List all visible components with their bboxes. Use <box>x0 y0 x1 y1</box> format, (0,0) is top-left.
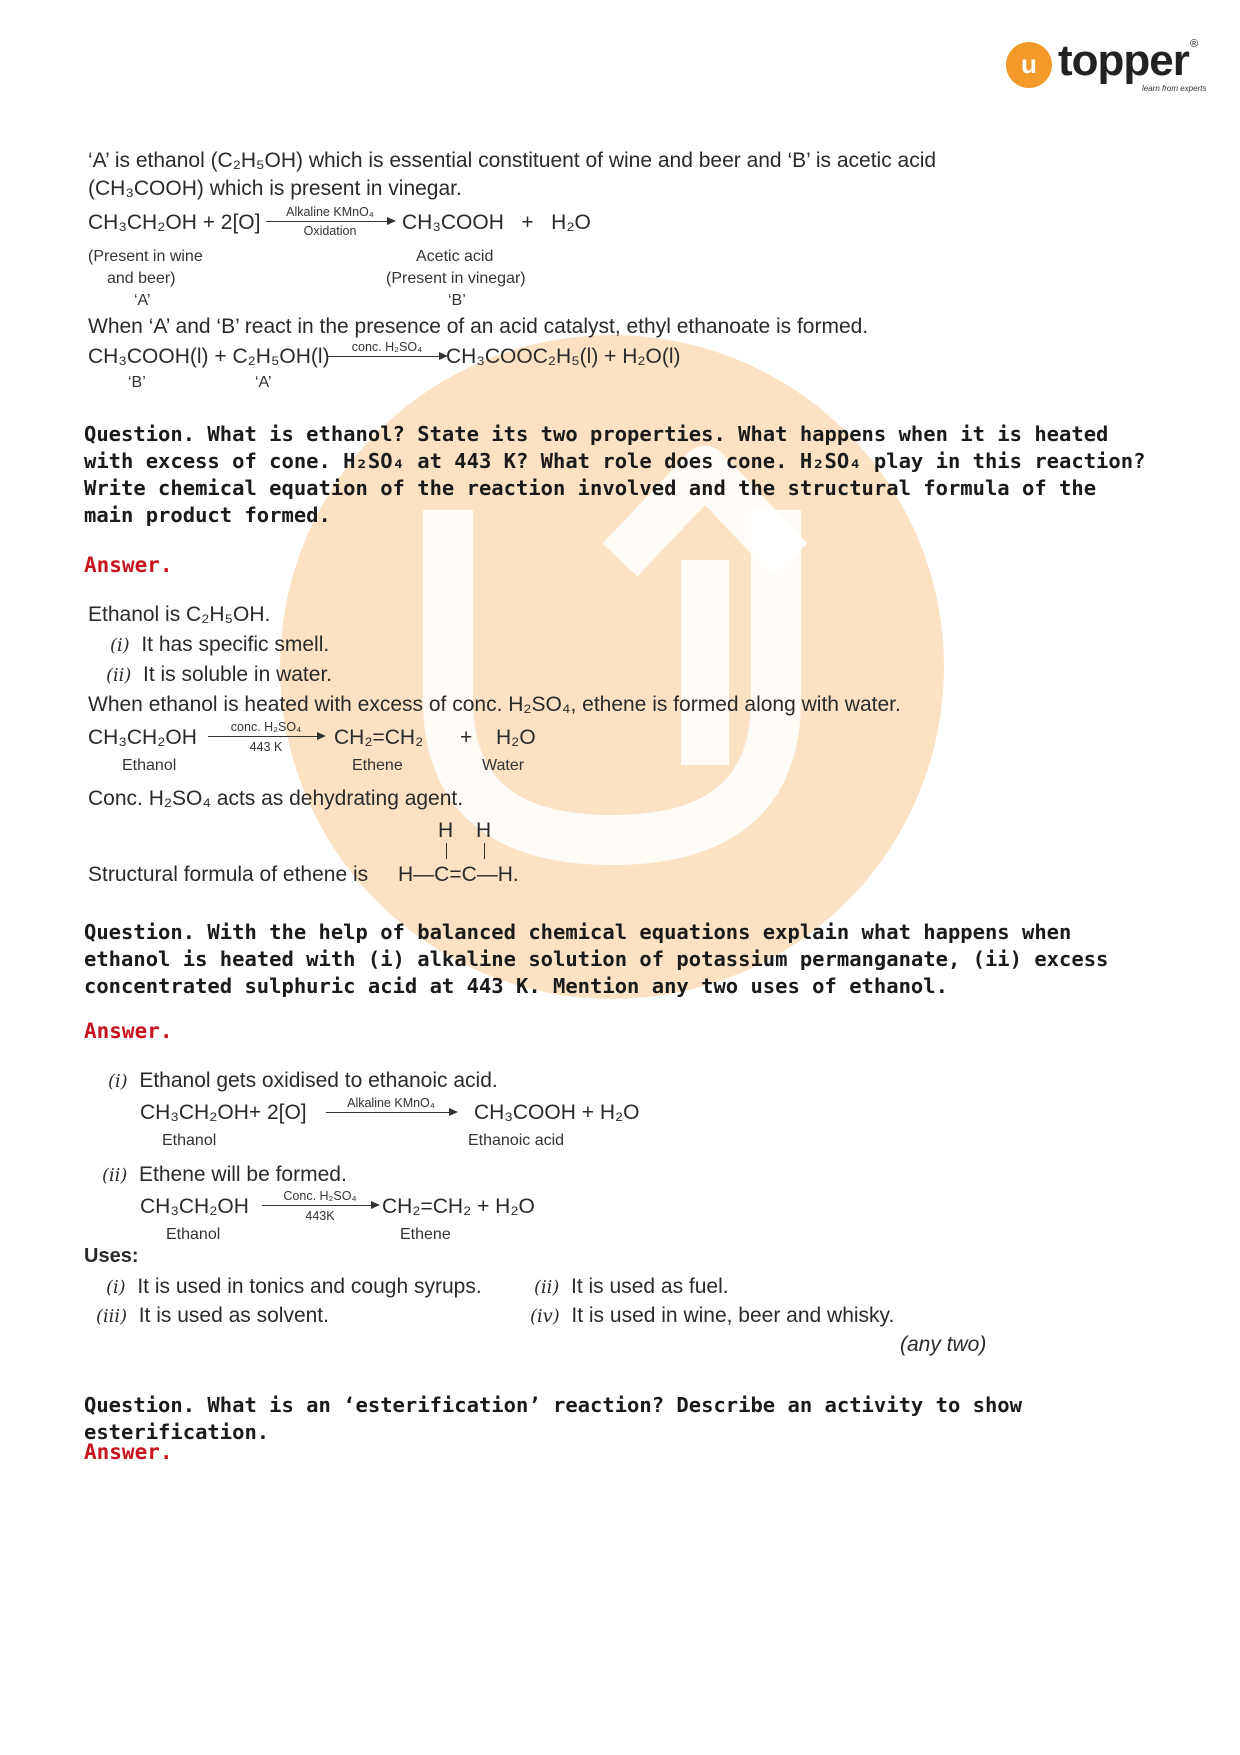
eq1-label-b2: (Present in vinegar) <box>386 270 526 287</box>
structure-formula: H—C=C—H. <box>398 863 519 886</box>
eq1-arrow-above: Alkaline KMnO₄ <box>286 205 374 219</box>
q2-eq2-lhs: CH₃CH₂OH <box>140 1195 249 1218</box>
q1-eq-arrow-above: conc. H₂SO₄ <box>230 720 302 734</box>
q2-item-ii: (ii) Ethene will be formed. <box>102 1163 347 1186</box>
eq1-arrow-below: Oxidation <box>303 224 357 238</box>
q2-eq1-lhs: CH₃CH₂OH+ 2[O] <box>140 1101 307 1124</box>
eq1-rhs: CH₃COOH + H₂O <box>402 211 591 234</box>
q2-eq2-label-1: Ethanol <box>166 1226 221 1243</box>
bond-line <box>446 843 447 859</box>
use-4: (iv) It is used in wine, beer and whisky. <box>530 1304 895 1327</box>
structure-h-right: H <box>476 819 492 842</box>
reaction-arrow <box>262 1205 378 1206</box>
reaction-arrow <box>266 221 394 222</box>
q2-eq2-rhs: CH₂=CH₂ + H₂O <box>382 1195 535 1218</box>
logo-text: topper <box>1058 36 1189 85</box>
q1-eq-arrow-below: 443 K <box>249 740 283 754</box>
uses-label: Uses: <box>84 1245 139 1267</box>
q1-eq-label-3: Water <box>482 757 525 774</box>
q1-eq-product-1: CH₂=CH₂ <box>334 726 424 749</box>
structure-h-left: H <box>438 819 454 842</box>
question-1: Question. What is ethanol? State its two properties. What happens when it is heated with excess of cone. H₂SO₄ at 443 K? What role does cone. H₂SO₄ play in this reaction? Write chemical equation of the reaction involved and the structural formula of the main product formed. <box>84 422 1146 527</box>
intro-line-2: (CH₃COOH) which is present in vinegar. <box>88 177 462 200</box>
eq2-label-b: ‘B’ <box>128 374 146 391</box>
logo-badge-icon: u <box>1006 42 1052 88</box>
intro-line-1: ‘A’ is ethanol (C₂H₅OH) which is essential constituent of wine and beer and ‘B’ is acetic acid <box>88 149 937 172</box>
q1-ans-line-3: Conc. H₂SO₄ acts as dehydrating agent. <box>88 787 464 810</box>
bond-line <box>484 843 485 859</box>
eq2-rhs: CH₃COOC₂H₅(l) + H₂O(l) <box>446 345 681 368</box>
logo-registered: ® <box>1190 38 1199 50</box>
reaction-arrow <box>328 356 446 357</box>
answer-label-2: Answer. <box>84 1019 173 1043</box>
q1-eq-label-2: Ethene <box>352 757 403 774</box>
q2-eq1-rhs: CH₃COOH + H₂O <box>474 1101 640 1124</box>
structure-prefix: Structural formula of ethene is <box>88 863 369 886</box>
q2-eq2-arrow-below: 443K <box>305 1209 335 1223</box>
eq1-label-a2: and beer) <box>107 270 176 287</box>
q2-eq2-arrow-above: Conc. H₂SO₄ <box>283 1189 357 1203</box>
eq1-label-b1: Acetic acid <box>416 248 494 265</box>
q2-eq1-label-1: Ethanol <box>162 1132 217 1149</box>
reaction-arrow <box>208 736 324 737</box>
eq2-lhs: CH₃COOH(l) + C₂H₅OH(l) <box>88 345 330 368</box>
logo-tagline: learn from experts <box>1142 84 1207 93</box>
question-3: Question. What is an ‘esterification’ reaction? Describe an activity to show esterification. <box>84 1393 1022 1444</box>
q2-eq2-label-2: Ethene <box>400 1226 451 1243</box>
reaction-arrow <box>326 1112 456 1113</box>
answer-label-1: Answer. <box>84 553 173 577</box>
q1-eq-product-2: H₂O <box>496 726 536 749</box>
eq2-arrow-above: conc. H₂SO₄ <box>351 340 423 354</box>
use-3: (iii) It is used as solvent. <box>96 1304 329 1327</box>
eq1-label-b3: ‘B’ <box>448 292 466 309</box>
use-1: (i) It is used in tonics and cough syrups. <box>106 1275 482 1298</box>
q1-eq-plus: + <box>460 726 473 749</box>
q1-prop-1: (i) It has specific smell. <box>110 633 330 656</box>
q1-ans-line-1: Ethanol is C₂H₅OH. <box>88 603 271 626</box>
intro-line-3: When ‘A’ and ‘B’ react in the presence of an acid catalyst, ethyl ethanoate is formed. <box>88 315 869 338</box>
q2-item-i: (i) Ethanol gets oxidised to ethanoic acid. <box>108 1069 498 1092</box>
q1-eq-label-1: Ethanol <box>122 757 177 774</box>
eq1-lhs: CH₃CH₂OH + 2[O] <box>88 211 261 234</box>
eq1-label-a3: ‘A’ <box>134 292 151 309</box>
any-two-note: (any two) <box>900 1333 987 1356</box>
q1-ans-line-2: When ethanol is heated with excess of conc. H₂SO₄, ethene is formed along with water. <box>88 693 901 716</box>
q2-eq1-label-2: Ethanoic acid <box>468 1132 565 1149</box>
eq2-label-a: ‘A’ <box>255 374 272 391</box>
use-2: (ii) It is used as fuel. <box>534 1275 729 1298</box>
q1-eq-lhs: CH₃CH₂OH <box>88 726 197 749</box>
eq1-label-a1: (Present in wine <box>88 248 203 265</box>
q2-eq1-arrow-above: Alkaline KMnO₄ <box>347 1096 435 1110</box>
q1-prop-2: (ii) It is soluble in water. <box>106 663 333 686</box>
answer-label-3: Answer. <box>84 1440 173 1464</box>
question-2: Question. With the help of balanced chemical equations explain what happens when ethanol is heated with (i) alkaline solution of potassium permanganate, (ii) excess concentrated sulphuric acid at 443 K. Mention any two uses of ethanol. <box>84 920 1109 998</box>
brand-logo <box>1006 38 1206 98</box>
